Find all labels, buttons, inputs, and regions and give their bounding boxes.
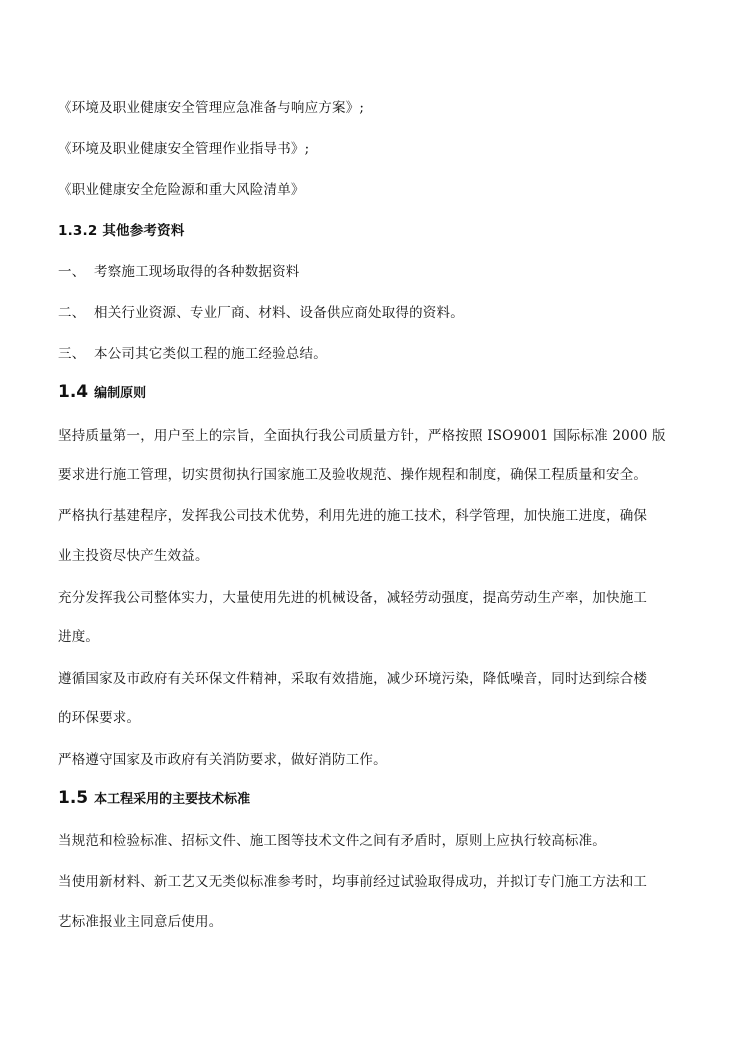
reference-line: 《职业健康安全危险源和重大风险清单》 [58,182,305,198]
paragraph-line: 当使用新材料、新工艺又无类似标准参考时，均事前经过试验取得成功，并拟订专门施工方法和工 [58,874,648,890]
paragraph-line: 遵循国家及市政府有关环保文件精神，采取有效措施，减少环境污染，降低噪音，同时达到综合楼 [58,671,648,687]
paragraph-line: 严格执行基建程序，发挥我公司技术优势，利用先进的施工技术，科学管理，加快施工进度，确保 [58,508,648,524]
section-number: 1.5 [58,788,89,808]
paragraph-line: 业主投资尽快产生效益。 [58,548,209,564]
reference-line: 《环境及职业健康安全管理应急准备与响应方案》; [58,100,365,116]
section-title: 本工程采用的主要技术标准 [94,792,251,807]
paragraph-line: 艺标准报业主同意后使用。 [58,914,223,930]
list-item-index: 一、 [58,264,86,280]
paragraph-line: 充分发挥我公司整体实力，大量使用先进的机械设备，减轻劳动强度，提高劳动生产率，加快施工 [58,590,648,606]
section-heading-1-3-2: 1.3.2 其他参考资料 [58,223,185,239]
section-number: 1.4 [58,382,89,402]
list-item-index: 三、 [58,346,86,362]
paragraph-line: 要求进行施工管理，切实贯彻执行国家施工及验收规范、操作规程和制度，确保工程质量和安全。 [58,467,648,483]
paragraph-line: 当规范和检验标准、招标文件、施工图等技术文件之间有矛盾时，原则上应执行较高标准。 [58,833,606,849]
list-item [58,345,698,363]
list-item-text: 相关行业资源、专业厂商、材料、设备供应商处取得的资料。 [94,305,464,321]
section-heading-1-5 [58,788,250,808]
list-item-text: 本公司其它类似工程的施工经验总结。 [94,346,327,362]
reference-line: 《环境及职业健康安全管理作业指导书》; [58,141,310,157]
list-item-index: 二、 [58,305,86,321]
list-item-text: 考察施工现场取得的各种数据资料 [94,264,300,280]
list-item [58,304,698,322]
section-heading-1-4 [58,382,146,402]
paragraph-line: 进度。 [58,629,100,645]
list-item [58,263,698,281]
section-title: 编制原则 [94,386,147,401]
paragraph-line: 严格遵守国家及市政府有关消防要求，做好消防工作。 [58,752,387,768]
paragraph-line: 的环保要求。 [58,710,141,726]
paragraph-line: 坚持质量第一，用户至上的宗旨，全面执行我公司质量方针，严格按照 ISO9001 国际标准 2000 版 [58,428,666,444]
